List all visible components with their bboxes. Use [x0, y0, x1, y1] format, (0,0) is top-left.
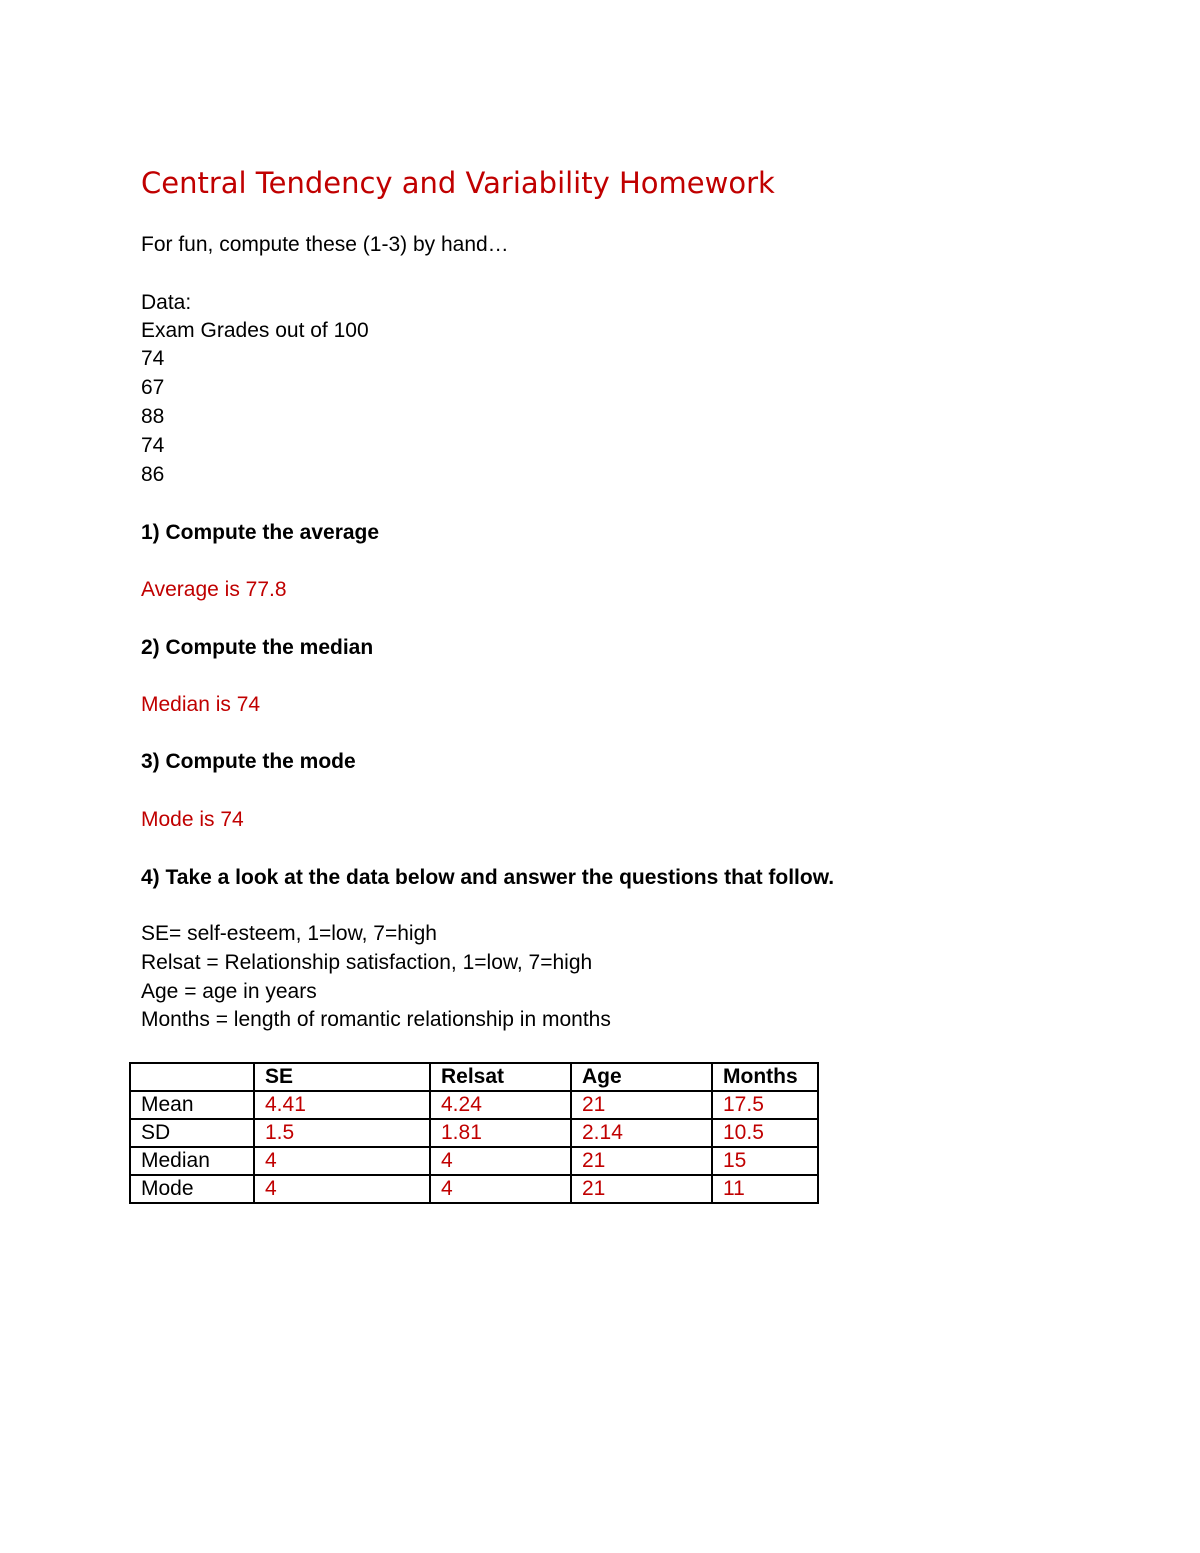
table-cell: 2.14	[571, 1119, 712, 1147]
definition-age: Age = age in years	[141, 980, 317, 1003]
table-row	[130, 1175, 818, 1203]
grade-value: 67	[141, 376, 165, 399]
row-label: Mode	[130, 1175, 254, 1203]
table-header-cell	[130, 1063, 254, 1091]
question-1: 1) Compute the average	[141, 521, 380, 544]
answer-3: Mode is 74	[141, 808, 244, 831]
data-label: Data:	[141, 291, 192, 314]
table-cell: 4	[430, 1147, 571, 1175]
table-header-cell: SE	[254, 1063, 430, 1091]
row-label: SD	[130, 1119, 254, 1147]
table-cell: 21	[571, 1175, 712, 1203]
question-2: 2) Compute the median	[141, 636, 374, 659]
row-label: Mean	[130, 1091, 254, 1119]
answer-1: Average is 77.8	[141, 578, 287, 601]
table-cell: 17.5	[712, 1091, 818, 1119]
table-cell: 4.41	[254, 1091, 430, 1119]
statistics-table	[129, 1062, 819, 1204]
grade-value: 88	[141, 405, 165, 428]
question-4: 4) Take a look at the data below and answer the questions that follow.	[141, 866, 835, 889]
document-title: Central Tendency and Variability Homework	[141, 166, 775, 200]
grades-label: Exam Grades out of 100	[141, 319, 369, 342]
table-cell: 15	[712, 1147, 818, 1175]
table-cell: 1.5	[254, 1119, 430, 1147]
definition-se: SE= self-esteem, 1=low, 7=high	[141, 922, 437, 945]
question-3: 3) Compute the mode	[141, 750, 356, 773]
table-cell: 10.5	[712, 1119, 818, 1147]
table-cell: 1.81	[430, 1119, 571, 1147]
table-header-cell: Months	[712, 1063, 818, 1091]
table-header-cell: Age	[571, 1063, 712, 1091]
grade-value: 86	[141, 463, 165, 486]
table-cell: 4	[254, 1175, 430, 1203]
table-row	[130, 1091, 818, 1119]
answer-2: Median is 74	[141, 693, 261, 716]
table-cell: 21	[571, 1091, 712, 1119]
definition-relsat: Relsat = Relationship satisfaction, 1=low, 7=high	[141, 951, 593, 974]
table-row	[130, 1119, 818, 1147]
intro-text: For fun, compute these (1-3) by hand…	[141, 233, 509, 256]
table-header-cell: Relsat	[430, 1063, 571, 1091]
table-header-row	[130, 1063, 818, 1091]
table-cell: 4	[430, 1175, 571, 1203]
grade-value: 74	[141, 434, 165, 457]
table-cell: 21	[571, 1147, 712, 1175]
grade-value: 74	[141, 347, 165, 370]
definition-months: Months = length of romantic relationship in months	[141, 1008, 611, 1031]
table-cell: 4.24	[430, 1091, 571, 1119]
table-cell: 11	[712, 1175, 818, 1203]
table-row	[130, 1147, 818, 1175]
table-cell: 4	[254, 1147, 430, 1175]
row-label: Median	[130, 1147, 254, 1175]
